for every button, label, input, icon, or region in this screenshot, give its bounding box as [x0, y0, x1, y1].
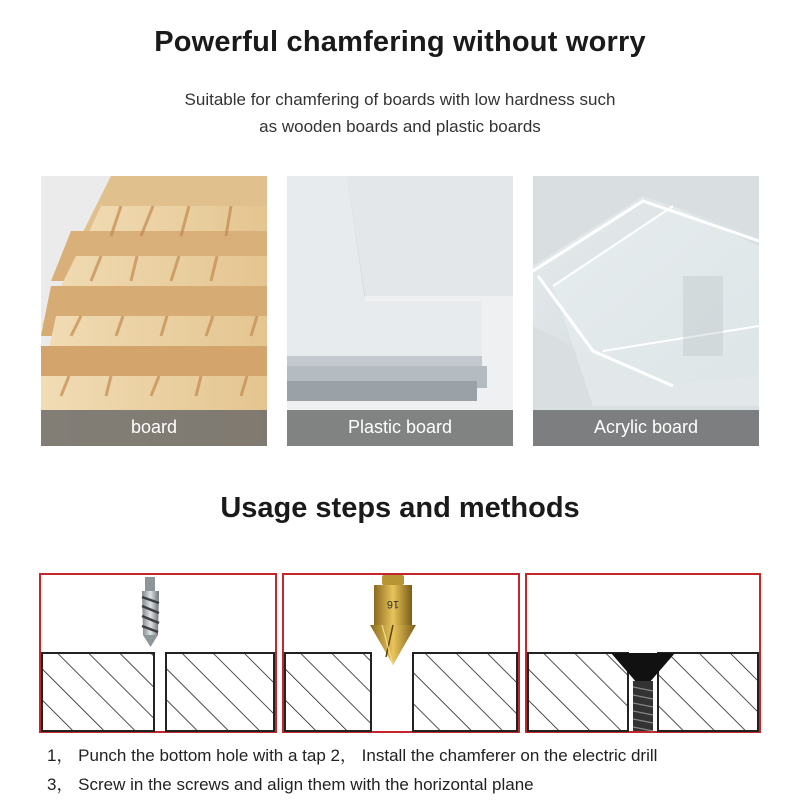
- plastic-board-image: [287, 176, 513, 446]
- page-title: Powerful chamfering without worry: [154, 26, 646, 58]
- step-3-diagram: [526, 574, 760, 732]
- wood-board-image: [41, 176, 267, 446]
- material-card-plastic-board: [287, 176, 513, 446]
- material-label-plastic-board: Plastic board: [287, 410, 513, 446]
- material-label-board: board: [41, 410, 267, 446]
- subtitle-line-2: as wooden boards and plastic boards: [259, 117, 541, 136]
- step-2-diagram: [283, 574, 519, 732]
- usage-section-title: Usage steps and methods: [220, 492, 580, 524]
- usage-step-line-2: 3， Screw in the screws and align them with the horizontal plane: [47, 775, 534, 794]
- bit-size-marking: 16: [386, 598, 400, 610]
- step-1-diagram: [40, 574, 276, 732]
- acrylic-board-image: [533, 176, 759, 446]
- material-label-acrylic-board: Acrylic board: [533, 410, 759, 446]
- page-subtitle: [0, 86, 800, 140]
- usage-diagrams: [39, 573, 761, 735]
- usage-step-line-1: 1， Punch the bottom hole with a tap 2， Install the chamferer on the electric drill: [47, 746, 658, 765]
- subtitle-line-1: Suitable for chamfering of boards with low hardness such: [184, 90, 616, 109]
- material-card-acrylic-board: [533, 176, 759, 446]
- material-card-board: [41, 176, 267, 446]
